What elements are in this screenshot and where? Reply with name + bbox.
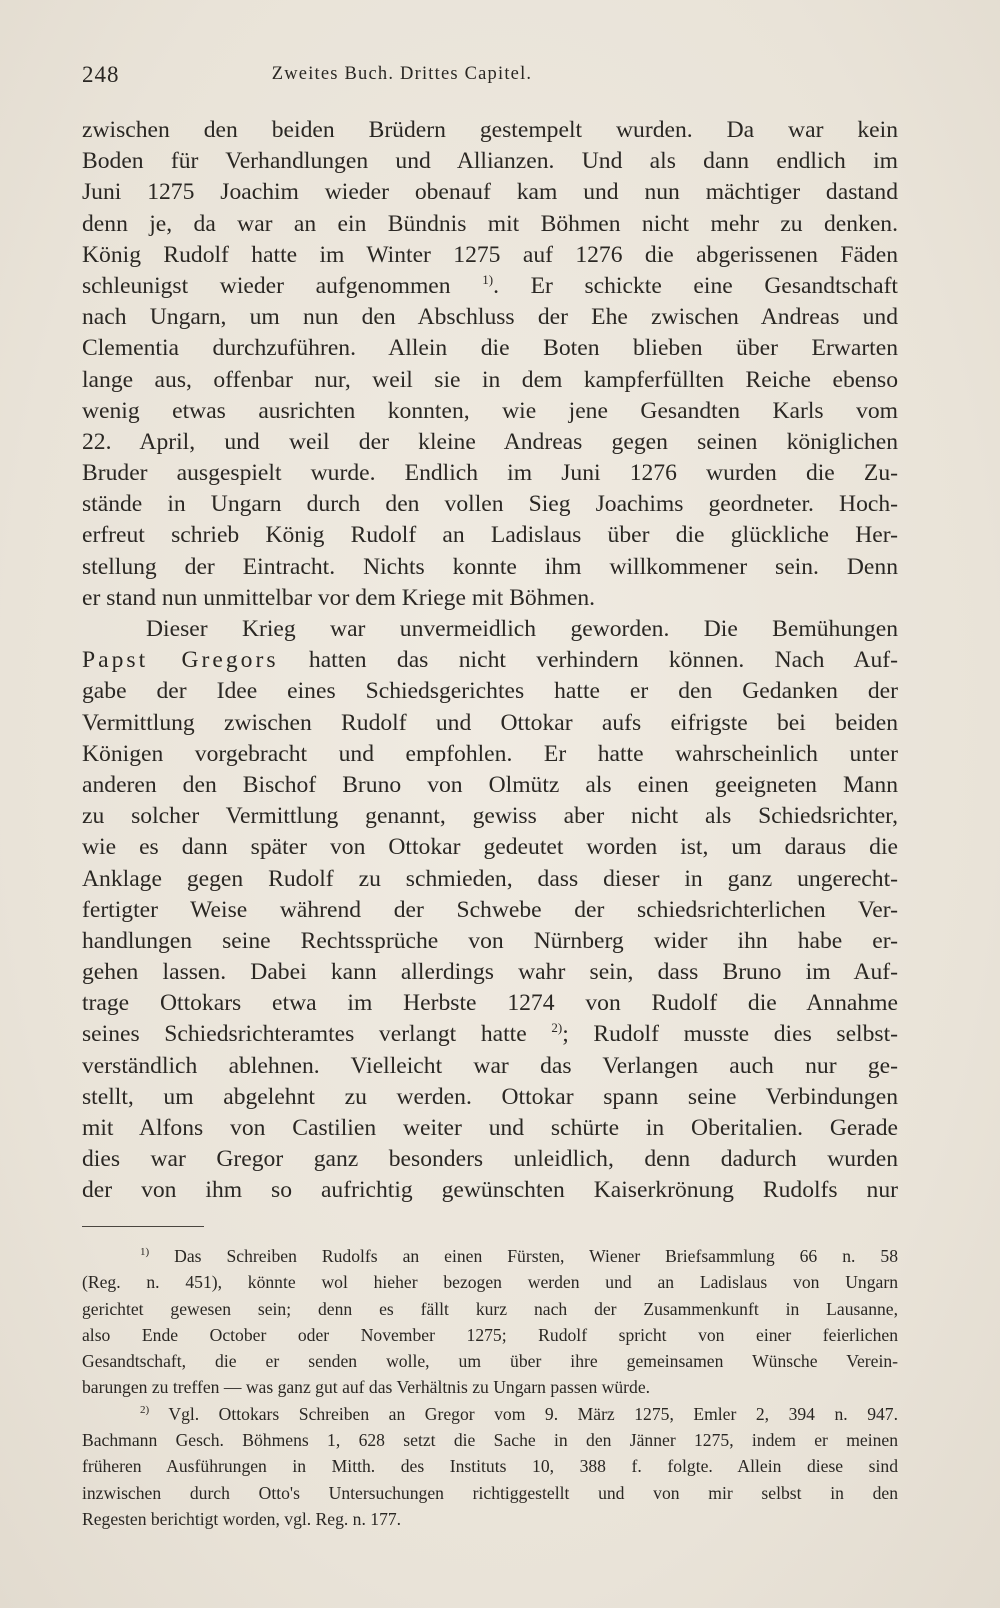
text-segment: schleunigst wieder aufgenommen	[82, 272, 451, 299]
page-header	[82, 62, 898, 92]
text-line: dies war Gregor ganz besonders unleidlich, denn dadurch wurden	[82, 1146, 898, 1173]
text-line	[82, 645, 898, 676]
text-line: Boden für Verhandlungen und Allianzen. Und als dann endlich im	[82, 148, 898, 175]
footnote-line: Gesandtschaft, die er senden wolle, um über ihre gemeinsamen Wünsche Verein-	[82, 1351, 898, 1372]
text-line: Juni 1275 Joachim wieder obenauf kam und nun mächtiger dastand	[82, 179, 898, 206]
text-line: stellung der Eintracht. Nichts konnte ihm willkommener sein. Denn	[82, 553, 898, 580]
text-line: Clementia durchzuführen. Allein die Boten blieben über Erwarten	[82, 335, 898, 362]
text-line: Königen vorgebracht und empfohlen. Er hatte wahrscheinlich unter	[82, 740, 898, 767]
text-line: wie es dann später von Ottokar gedeutet worden ist, um daraus die	[82, 834, 898, 861]
footnote-ref-1[interactable]: 1)	[482, 271, 494, 287]
footnote-line: inzwischen durch Otto's Untersuchungen richtiggestellt und von mir selbst in den	[82, 1482, 898, 1503]
footnote-line: früheren Ausführungen in Mitth. des Instituts 10, 388 f. folgte. Allein diese sind	[82, 1456, 898, 1477]
text-segment: ver	[82, 1052, 113, 1079]
emphasized-name: Papst Gregors	[82, 647, 279, 674]
text-segment: seines Schiedsrichteramtes verlangt hatte	[82, 1021, 527, 1048]
text-line: wenig etwas ausrichten konnten, wie jene Gesandten Karls vom	[82, 397, 898, 424]
running-head: Zweites Buch. Drittes Capitel.	[271, 64, 533, 84]
text-line: Dieser Krieg war unvermeidlich geworden. Die Bemühungen	[146, 616, 898, 642]
text-line: stände in Ungarn durch den vollen Sieg Joachims geordneter. Hoch-	[82, 491, 898, 518]
text-line: gehen lassen. Dabei kann allerdings wahr sein, dass Bruno im Auf-	[82, 959, 898, 986]
text-line: zwischen den beiden Brüdern gestempelt wurden. Da war kein	[82, 117, 898, 143]
footnote-line: (Reg. n. 451), könnte wol hieher bezogen werden und an Ladislaus von Ungarn	[82, 1272, 898, 1293]
text-line: trage Ottokars etwa im Herbste 1274 von Rudolf die Annahme	[82, 990, 898, 1017]
footnote-ref-2[interactable]: 2)	[551, 1020, 563, 1036]
text-line: Anklage gegen Rudolf zu schmieden, dass dieser in ganz ungerecht-	[82, 865, 898, 892]
text-segment: . Er schickte eine Gesandtschaft	[493, 272, 898, 299]
text-line: der von ihm so aufrichtig gewünschten Kaiserkrönung Rudolfs nur	[82, 1177, 898, 1204]
footnote-line	[82, 1243, 898, 1269]
text-segment: ständlich ablehnen. Vielleicht war das Verlangen auch nur ge-	[112, 1052, 898, 1079]
text-line: nach Ungarn, um nun den Abschluss der Ehe zwischen Andreas und	[82, 304, 898, 331]
footnote-line: Regesten berichtigt worden, vgl. Reg. n. 177.	[82, 1508, 402, 1529]
text-segment: ; Rudolf musste dies selbst-	[562, 1021, 898, 1048]
text-line: lange aus, offenbar nur, weil sie in dem kampferfüllten Reiche ebenso	[82, 366, 898, 393]
page-number: 248	[82, 62, 120, 87]
text-line: fertigter Weise während der Schwebe der schiedsrichterlichen Ver-	[82, 896, 898, 923]
footnotes	[82, 1243, 898, 1532]
text-line: gabe der Idee eines Schiedsgerichtes hatte er den Gedanken der	[82, 678, 898, 705]
text-line	[82, 1019, 898, 1050]
footnote-line: gerichtet gewesen sein; denn es fällt kurz nach der Zusammenkunft in Lausanne,	[82, 1298, 898, 1319]
footnote-mark-1: 1)	[140, 1246, 150, 1258]
text-line: Vermittlung zwischen Rudolf und Ottokar aufs eifrigste bei beiden	[82, 709, 898, 736]
text-segment: hatten das nicht verhindern können. Nach Auf-	[278, 647, 898, 674]
text-segment: Das Schreiben Rudolfs an einen Fürsten, Wiener Briefsammlung 66 n. 58	[149, 1246, 898, 1266]
text-line	[82, 1051, 898, 1082]
text-line	[82, 271, 898, 302]
text-line: mit Alfons von Castilien weiter und schürte in Oberitalien. Gerade	[82, 1115, 898, 1141]
text-line: handlungen seine Rechtssprüche von Nürnberg wider ihn habe er-	[82, 927, 898, 954]
footnote-line: barungen zu treffen — was ganz gut auf das Verhältnis zu Ungarn passen würde.	[82, 1377, 651, 1398]
text-line: erfreut schrieb König Rudolf an Ladislaus über die glückliche Her-	[82, 522, 898, 549]
text-segment: Vgl. Ottokars Schreiben an Gregor vom 9. März 1275, Emler 2, 394 n. 947.	[149, 1403, 898, 1424]
text-line: 22. April, und weil der kleine Andreas gegen seinen königlichen	[82, 428, 898, 455]
text-line: anderen den Bischof Bruno von Olmütz als einen geeigneten Mann	[82, 771, 898, 798]
footnote-line: also Ende October oder November 1275; Rudolf spricht von einer feierlichen	[82, 1324, 898, 1345]
text-line: denn je, da war an ein Bündnis mit Böhmen nicht mehr zu denken.	[82, 210, 898, 237]
text-line: er stand nun unmittelbar vor dem Kriege mit Böhmen.	[82, 584, 596, 611]
footnote-mark-2: 2)	[140, 1403, 150, 1416]
text-line: zu solcher Vermittlung genannt, gewiss aber nicht als Schiedsrichter,	[82, 803, 898, 830]
text-line: stellt, um abgelehnt zu werden. Ottokar spann seine Verbindungen	[82, 1083, 898, 1110]
body-text	[82, 115, 898, 1207]
footnote-line	[82, 1401, 898, 1427]
footnote-line: Bachmann Gesch. Böhmens 1, 628 setzt die Sache in den Jänner 1275, indem er meinen	[82, 1430, 898, 1451]
text-line: König Rudolf hatte im Winter 1275 auf 1276 die abgerissenen Fäden	[82, 241, 898, 268]
footnote-separator	[82, 1226, 204, 1227]
text-line: Bruder ausgespielt wurde. Endlich im Juni 1276 wurden die Zu-	[82, 460, 898, 487]
